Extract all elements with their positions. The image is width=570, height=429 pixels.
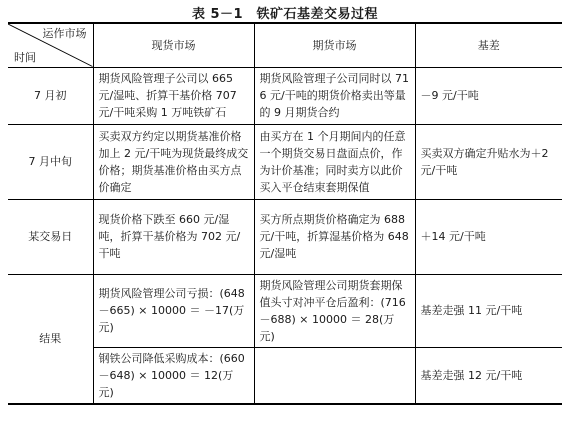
- result-futures-a: 期货风险管理公司期货套期保值头寸对冲平仓后盈利：(716－688) × 10000 ＝ 28(万元): [254, 274, 415, 347]
- result-basis-a: 基差走强 11 元/干吨: [415, 274, 562, 347]
- diagonal-header-cell: [8, 23, 93, 67]
- basis-trade-table: [8, 22, 562, 405]
- row-futures: 由买方在 1 个月期间内的任意一个期货交易日盘面点价，作为计价基准；同时卖方以此价买入平仓结束套期保值: [254, 124, 415, 199]
- table-row: [8, 67, 562, 124]
- row-time: 7 月初: [8, 67, 93, 124]
- row-basis: －9 元/干吨: [415, 67, 562, 124]
- row-spot: 买卖双方约定以期货基准价格加上 2 元/干吨为现货最终成交价格；期货基准价格由买方点价确定: [93, 124, 254, 199]
- row-futures: 期货风险管理子公司同时以 716 元/干吨的期货价格卖出等量的 9 月期货合约: [254, 67, 415, 124]
- result-basis-b: 基差走强 12 元/干吨: [415, 347, 562, 404]
- table-row: [8, 124, 562, 199]
- row-futures: 买方所点期货价格确定为 688 元/干吨，折算湿基价格为 648 元/湿吨: [254, 199, 415, 274]
- header-time-label: 时间: [14, 50, 36, 64]
- header-futures: 期货市场: [254, 23, 415, 67]
- header-row: [8, 23, 562, 67]
- header-spot: 现货市场: [93, 23, 254, 67]
- result-spot-b: 钢铁公司降低采购成本：(660－648) × 10000 ＝ 12(万元): [93, 347, 254, 404]
- row-spot: 现货价格下跌至 660 元/湿吨，折算干基价格为 702 元/干吨: [93, 199, 254, 274]
- row-spot: 期货风险管理子公司以 665 元/湿吨、折算干基价格 707 元/干吨采购 1 万吨铁矿石: [93, 67, 254, 124]
- row-basis: ＋14 元/干吨: [415, 199, 562, 274]
- table-title: 表 5－1 铁矿石基差交易过程: [191, 7, 379, 22]
- header-market-label: 运作市场: [42, 27, 87, 40]
- result-spot-a: 期货风险管理公司亏损：(648－665) × 10000 ＝ －17(万元): [93, 274, 254, 347]
- row-time: 7 月中旬: [8, 124, 93, 199]
- result-time: 结果: [8, 274, 93, 404]
- row-time: 某交易日: [8, 199, 93, 274]
- result-futures-b: [254, 347, 415, 404]
- result-row-a: [8, 274, 562, 347]
- table-row: [8, 199, 562, 274]
- row-basis: 买卖双方确定升贴水为＋2 元/干吨: [415, 124, 562, 199]
- header-basis: 基差: [415, 23, 562, 67]
